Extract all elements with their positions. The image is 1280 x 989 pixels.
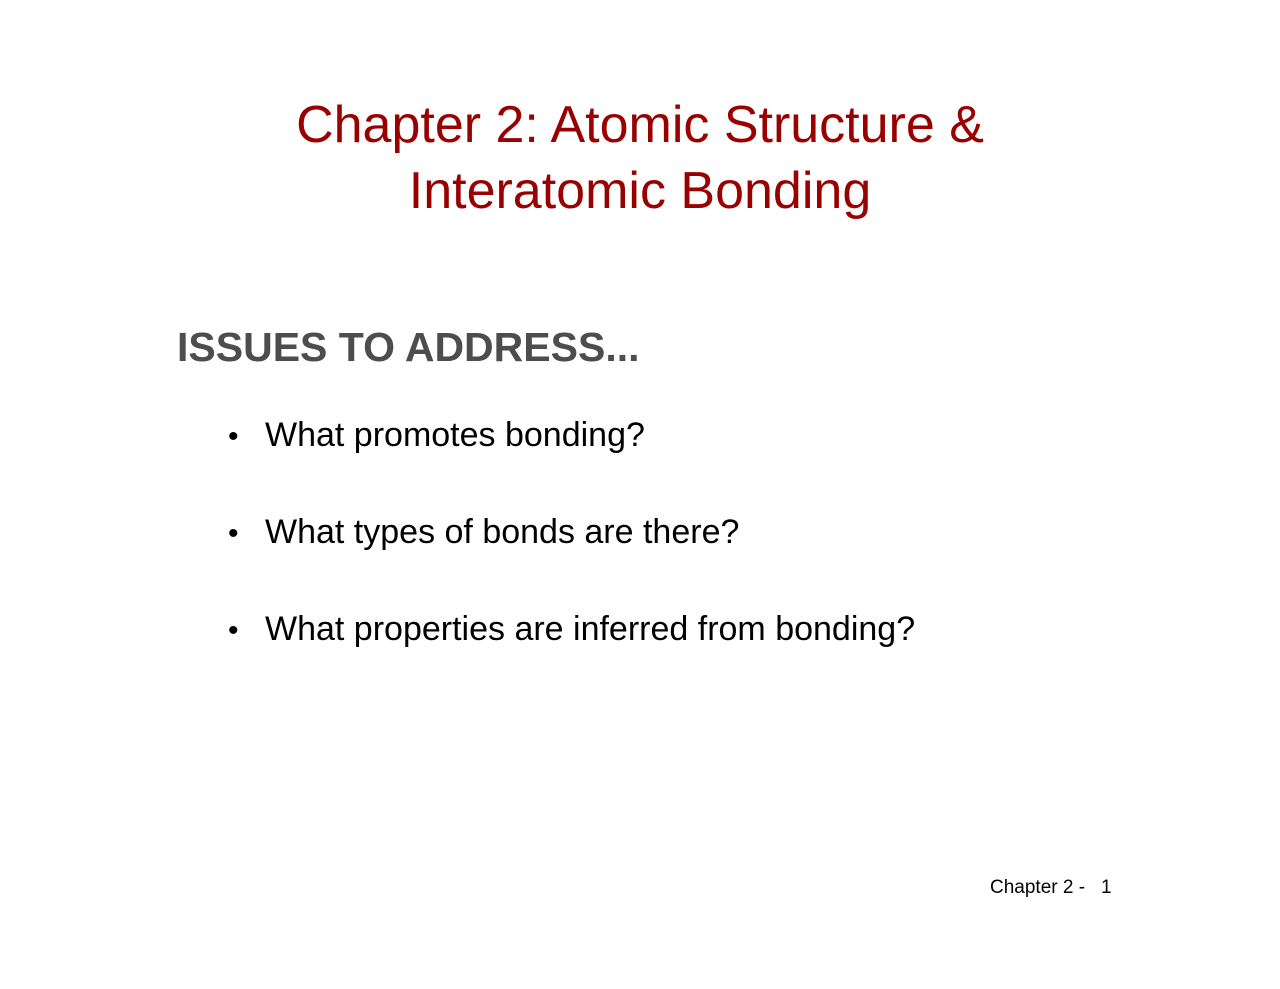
slide-title-line-2: Interatomic Bonding xyxy=(408,162,872,220)
bullet-item xyxy=(228,608,915,705)
bullet-item xyxy=(228,414,915,511)
issues-heading: ISSUES TO ADDRESS... xyxy=(177,324,640,370)
slide-title xyxy=(0,92,1280,224)
slide-title-line-1: Chapter 2: Atomic Structure & xyxy=(296,96,984,154)
bullet-text: What properties are inferred from bonding? xyxy=(265,610,916,648)
slide-footer xyxy=(990,876,1112,900)
bullet-list xyxy=(228,414,915,705)
footer-chapter-label: Chapter 2 - xyxy=(990,877,1086,898)
bullet-dot-icon: • xyxy=(228,517,239,550)
bullet-dot-icon: • xyxy=(228,420,239,453)
bullet-item xyxy=(228,511,915,608)
bullet-text: What promotes bonding? xyxy=(265,416,645,454)
bullet-text: What types of bonds are there? xyxy=(265,513,740,551)
bullet-dot-icon: • xyxy=(228,614,239,647)
page-number: 1 xyxy=(1101,877,1112,898)
